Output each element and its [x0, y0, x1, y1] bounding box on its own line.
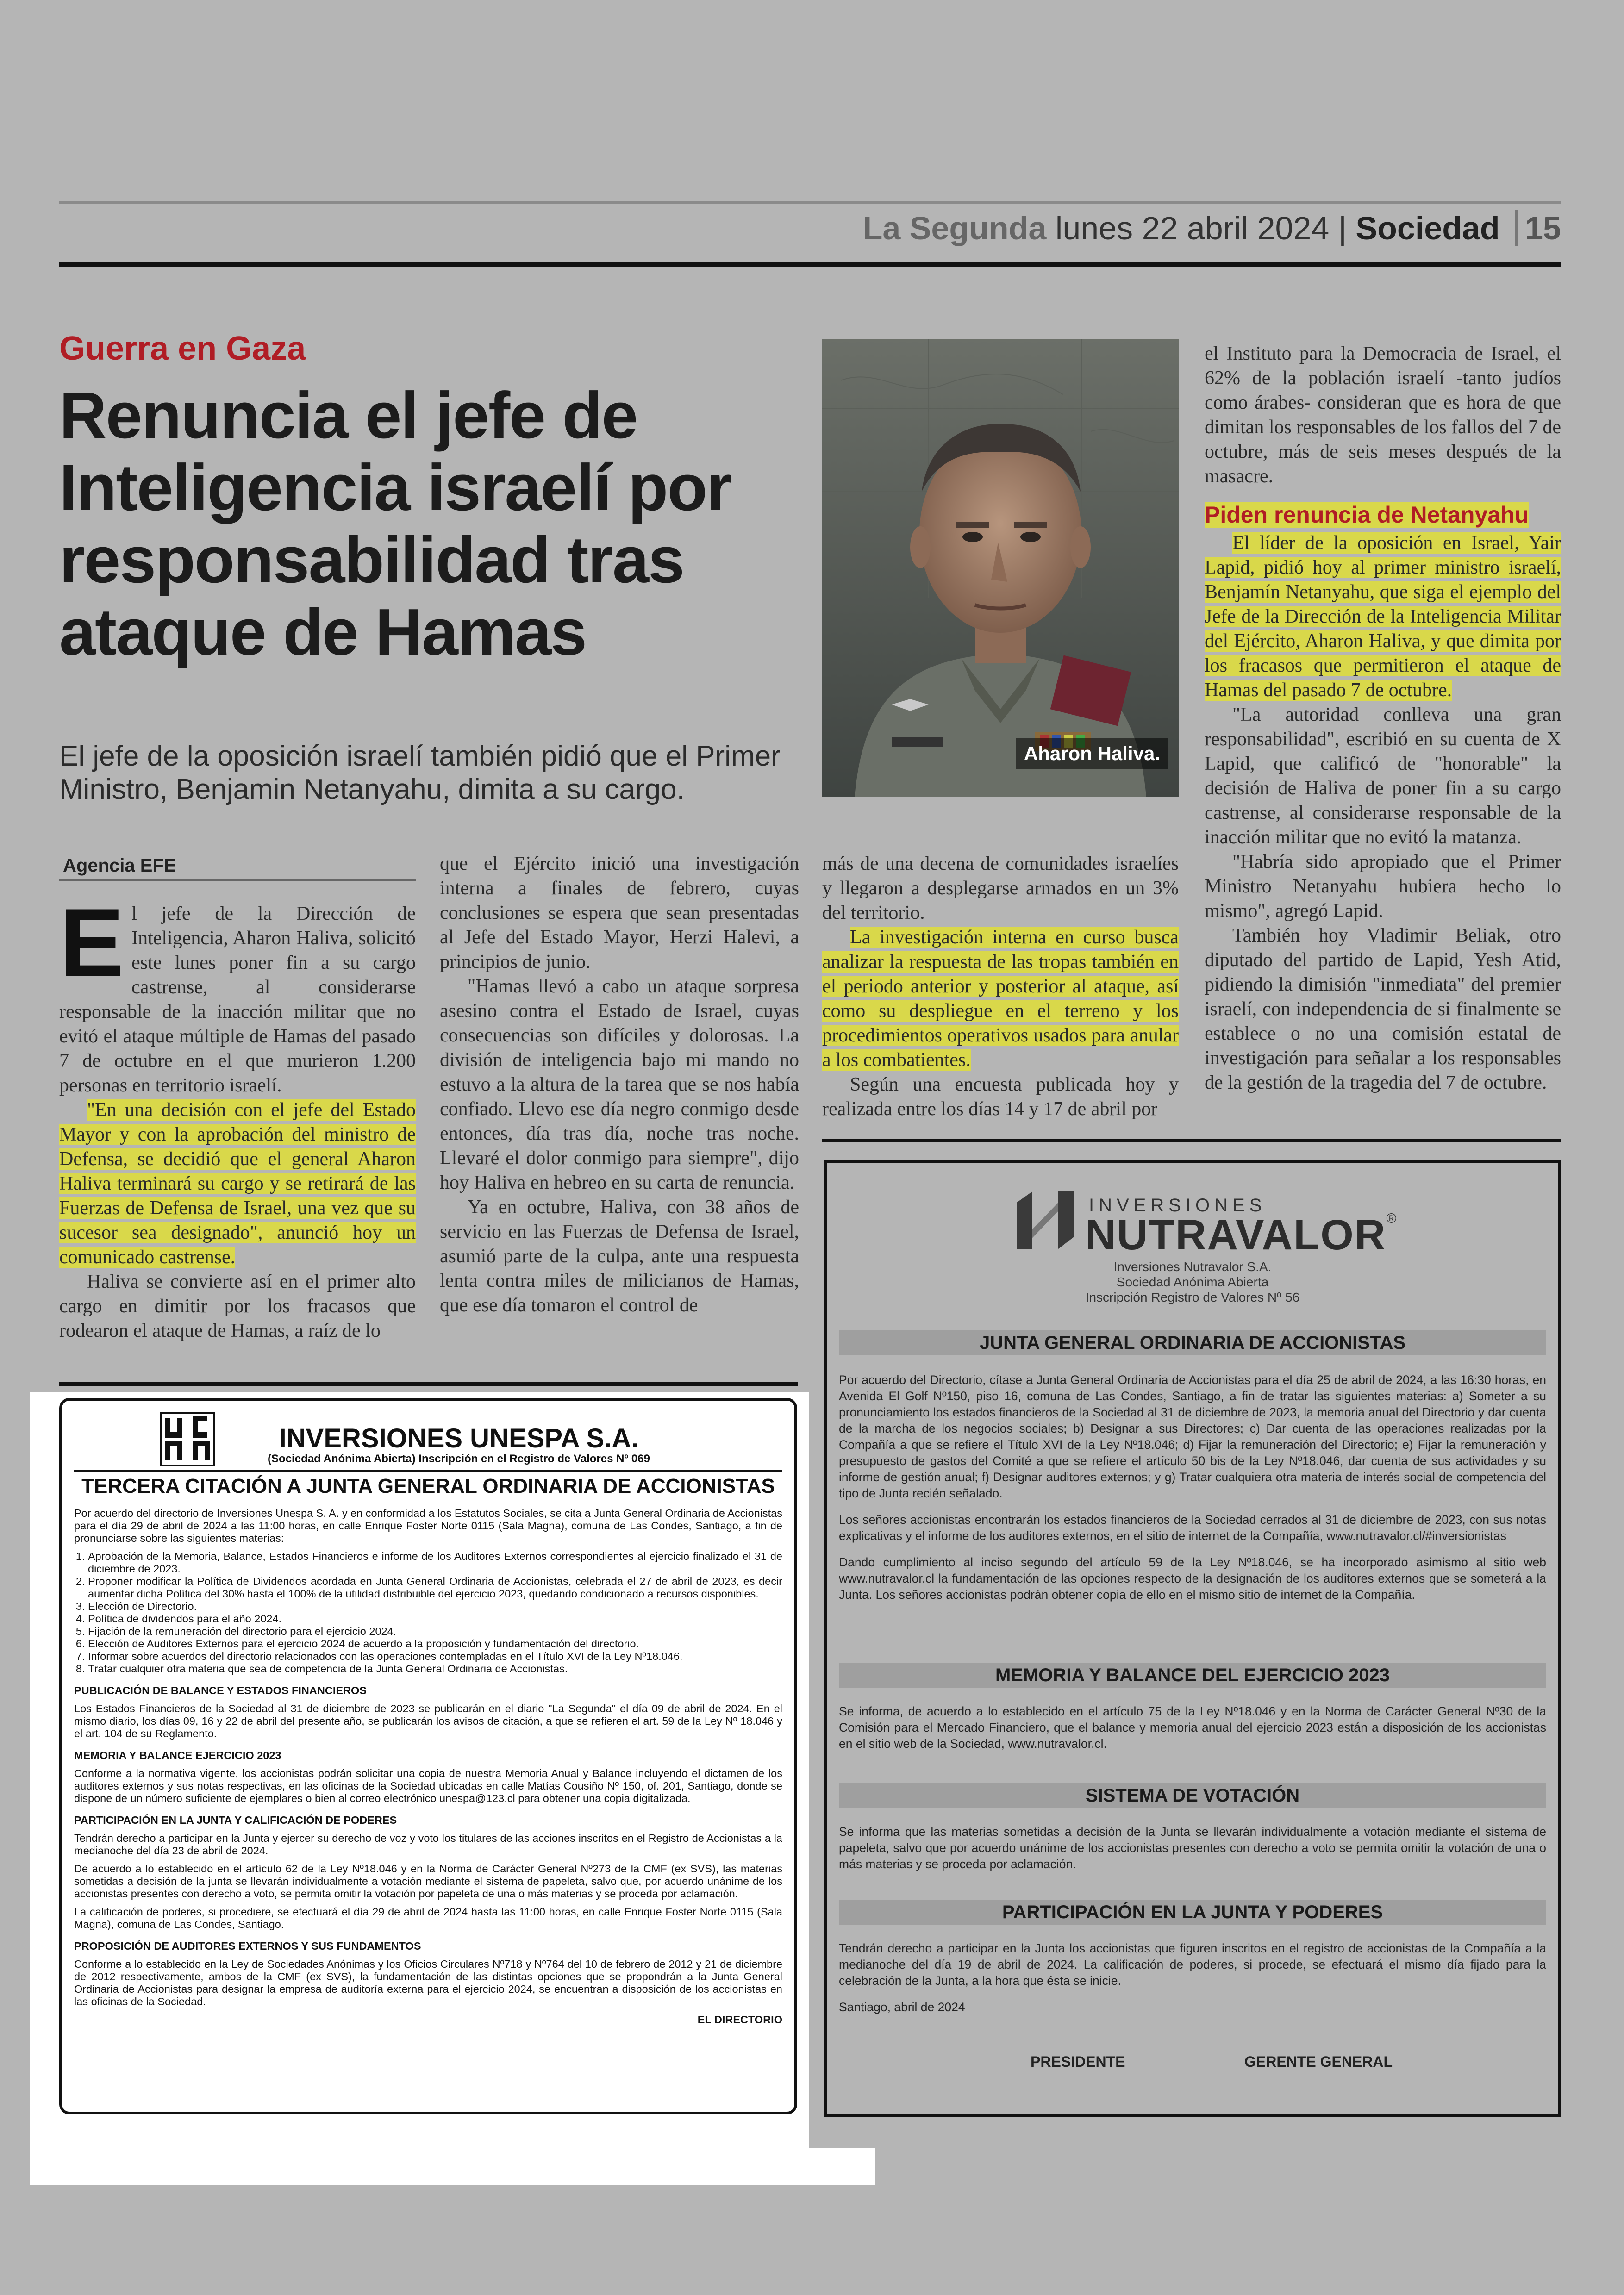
article-paragraph: "Habría sido apropiado que el Primer Ministro Netanyahu hubiera hecho lo mismo", agregó Lapid. [1205, 851, 1561, 922]
article-paragraph [822, 925, 1179, 1073]
article-column-1 [59, 888, 416, 1343]
article-paragraph: "Hamas llevó a cabo un ataque sorpresa asesino contra el Estado de Israel, cuyas consecuencias son difíciles y dolorosas. La división de inteligencia bajo mi mando no estuvo a la altura de la tarea que se nos había confiado. Llevo ese día negro conmigo desde entonces, día tras día, noche tras noche. Llevaré el dolor conmigo para siempre", dijo hoy Haliva en hebreo en su carta de renuncia. [440, 976, 799, 1193]
section-rule [822, 1139, 1561, 1142]
nutravalor-notice [824, 1160, 1561, 2117]
agenda-item: 2. Proponer modificar la Política de Dividendos acordada en Junta General Ordinaria de Accionistas, celebrada el 27 de abril de 2023, es decir aumentar dicha Política del 30% hasta el 100% de la utilidad distribuible del ejercicio 2023, quedando condicionado a recursos disponibles. [88, 1575, 782, 1600]
header-rule [59, 262, 1561, 267]
article-paragraph: Según una encuesta publicada hoy y realizada entre los días 14 y 17 de abril por [822, 1074, 1179, 1120]
company-registration: Inscripción Registro de Valores Nº 56 [1085, 1290, 1300, 1304]
notice-subheading: PUBLICACIÓN DE BALANCE Y ESTADOS FINANCIEROS [74, 1684, 367, 1696]
byline: Agencia EFE [63, 855, 176, 876]
page-number: 15 [1515, 210, 1561, 246]
notice-subheading: MEMORIA Y BALANCE EJERCICIO 2023 [74, 1749, 281, 1761]
paragraph-text: l jefe de la Dirección de Inteligencia, Aharon Haliva, solicitó este lunes poner fin a su cargo castrense, al considerarse responsable de la inacción militar que no evitó el ataque múltiple de Hamas del pasado 7 de octubre en el que murieron 1.200 personas en territorio israelí. [59, 903, 416, 1096]
notice-paragraph: Se informa, de acuerdo a lo establecido en el artículo 75 de la Ley Nº18.046 y en la Norma de Carácter General Nº30 de la Comisión para el Mercado Financiero, que el balance y memoria anual del ejercicio 2023 están a disposición de los accionistas en el sitio web de la Sociedad, www.nutravalor.cl. [839, 1704, 1546, 1751]
portrait-illustration [822, 339, 1179, 797]
article-paragraph [59, 888, 416, 1098]
article-subhead [1205, 503, 1561, 527]
notice-text [839, 1824, 1546, 1883]
newspaper-name: La Segunda [862, 210, 1047, 246]
notice-paragraph: Por acuerdo del Directorio, cítase a Junta General Ordinaria de Accionistas para el día 25 de abril de 2024, a las 16:30 horas, en Avenida El Golf Nº150, piso 16, comuna de Las Condes, Santiago, a fin de tratar las siguientes materias: a) Someter a su pronunciamiento los estados financieros de la Sociedad al 31 de diciembre de 2023, la memoria anual del Directorio y dar cuenta de la marcha de los negocios sociales; b) Designar a sus Directores; c) Dar cuenta de las operaciones realizadas por la Compañía a que se refiere el Título XVI de la Ley Nº18.046; d) Fijar la remuneración del Directorio; e) Fijar la remuneración y presupuesto de gastos del Comité a que se refiere el artículo 50 bis de la Ley Nº18.046, dar cuenta de sus actividades y su informe de gestión anual; f) Designar auditores externos; y g) Tratar cualquiera otra materia de interés social de competencia del tipo de Junta recién señalado. [839, 1373, 1546, 1500]
place-date: Santiago, abril de 2024 [839, 2000, 965, 2014]
section-bar: JUNTA GENERAL ORDINARIA DE ACCIONISTAS [839, 1330, 1546, 1355]
notice-subheading: PROPOSICIÓN DE AUDITORES EXTERNOS Y SUS FUNDAMENTOS [74, 1940, 421, 1952]
logo-wordmark [1085, 1211, 1397, 1260]
notice-paragraph: De acuerdo a lo establecido en el artículo 62 de la Ley Nº18.046 y en la Norma de Carácter General Nº273 de la CMF (ex SVS), las materias sometidas a decisión de la junta se llevarán individualmente a votación mediante el sistema de papeleta, salvo que, por acuerdo unánime de los accionistas presentes con derecho a voto, se permita omitir la votación por papeleta de una o más materias y se proceda por aclamación. [74, 1863, 782, 1900]
notice-paragraph: Conforme a lo establecido en la Ley de Sociedades Anónimas y los Oficios Circulares Nº718 y Nº764 del 10 de febrero de 2012 y 21 de diciembre de 2012 respectivamente, ambos de la CMF (ex SVS), la fundamentación de las distintas opciones que se propondrán a la Junta General Ordinaria de Accionistas para designar la empresa de auditoría externa para el ejercicio 2024, se encuentran a disposición de los accionistas en las oficinas de la Sociedad. [74, 1958, 782, 2008]
unespa-notice [59, 1398, 797, 2114]
agenda-item: 7. Informar sobre acuerdos del directorio relacionados con las operaciones contempladas en el Título XVI de la Ley Nº18.046. [88, 1650, 782, 1663]
article-paragraph [1205, 531, 1561, 703]
article-column-4 [1205, 342, 1561, 1095]
agenda-item: 3. Elección de Directorio. [88, 1600, 782, 1613]
article-column-2 [440, 852, 799, 1318]
article-paragraph [59, 1098, 416, 1270]
notice-text [839, 1703, 1546, 1762]
wordmark-text: NUTRAVALOR [1085, 1211, 1387, 1259]
logo-tagline: INVERSIONES [1089, 1195, 1267, 1216]
section-bar: PARTICIPACIÓN EN LA JUNTA Y PODERES [839, 1900, 1546, 1925]
notice-paragraph: Se informa que las materias sometidas a decisión de la Junta se llevarán individualmente a votación mediante el sistema de papeleta, salvo que por acuerdo unánime de los accionistas presentes con derecho a voto se permita omitir la votación de una o más materias y se proceda por aclamación. [839, 1825, 1546, 1871]
byline-rule [59, 879, 416, 881]
drop-cap: E [59, 888, 125, 997]
page-header [59, 207, 1561, 258]
agenda-item: 5. Fijación de la remuneración del directorio para el ejercicio 2024. [88, 1625, 782, 1638]
notice-paragraph: Tendrán derecho a participar en la Junta los accionistas que figuren inscritos en el registro de accionistas de la Compañía a la medianoche del día 19 de abril de 2024. La calificación de poderes, si procede, se efectuará el mismo día fijado para la celebración de la Junta, a la hora que ésta se inicie. [839, 1941, 1546, 1988]
agenda-item: 4. Política de dividendos para el año 2024. [88, 1613, 782, 1625]
photo-caption: Aharon Haliva. [1016, 738, 1168, 769]
portrait-photo [822, 339, 1179, 797]
article-paragraph: "La autoridad conlleva una gran responsabilidad", escribió en su cuenta de X Lapid, que calificó de "honorable" la decisión de Haliva de poner fin a su cargo castrense, al considerarse responsable de la inacción militar que no evitó la matanza. [1205, 704, 1561, 848]
notice-rule [74, 1470, 782, 1472]
notice-text [839, 1940, 1546, 2026]
company-info [827, 1259, 1558, 1305]
article-paragraph: También hoy Vladimir Beliak, otro diputado del partido de Lapid, Yesh Atid, pidiendo la dimisión "inmediata" del premier israelí, con independencia de si finalmente se establece o no una comisión estatal de investigación para señalar a los responsables de la gestión de la tragedia del 7 de octubre. [1205, 925, 1561, 1093]
highlighted-paragraph: La investigación interna en curso busca analizar la respuesta de las tropas también en el periodo anterior y posterior al ataque, así como su despliegue en el terreno y los procedimientos operativos usados para anular a los combatientes. [822, 927, 1179, 1071]
agenda-item: 1. Aprobación de la Memoria, Balance, Estados Financieros e informe de los Auditores Externos correspondientes al ejercicio finalizado el 31 de diciembre de 2023. [88, 1550, 782, 1575]
highlighted-quote: "En una decisión con el jefe del Estado Mayor y con la aprobación del ministro de Defensa, se decidió que el general Aharon Haliva terminará su cargo y se retirará de las Fuerzas de Defensa de Israel, una vez que su sucesor sea designado", anunció hoy un comunicado castrense. [59, 1099, 416, 1268]
agenda-item: 8. Tratar cualquier otra materia que sea de competencia de la Junta General Ordinaria de Accionistas. [88, 1663, 782, 1675]
registered-mark: ® [1386, 1211, 1398, 1226]
signature-presidente: PRESIDENTE [1031, 2053, 1125, 2070]
notice-paragraph: La calificación de poderes, si procediere, se efectuará el día 29 de abril de 2024 hasta las 11:00 horas, en calle Enrique Foster Norte 0115 (Sala Magna), comuna de Las Condes, Santiago. [74, 1906, 782, 1930]
notice-intro: Por acuerdo del directorio de Inversiones Unespa S. A. y en conformidad a los Estatutos Sociales, se cita a Junta General Ordinaria de Accionistas para el día 29 de abril de 2024 a las 11:00 horas, en calle Enrique Foster Norte 0115 (Sala Magna), comuna de Las Condes, Santiago, a fin de pronunciarse sobre las siguientes materias: [74, 1507, 782, 1544]
article-paragraph: Haliva se convierte así en el primer alto cargo en dimitir por los fracasos que rodearon el ataque de Hamas, a raíz de lo [59, 1271, 416, 1341]
notice-paragraph: Dando cumplimiento al inciso segundo del artículo 59 de la Ley Nº18.046, se ha incorporado asimismo al sitio web www.nutravalor.cl la fundamentación de las opciones respecto de la designación de los auditores externos que se someterá a la Junta. Los señores accionistas podrán obtener copia de ello en el mismo sitio de internet de la Compañía. [839, 1555, 1546, 1602]
notice-signature: EL DIRECTORIO [697, 2014, 782, 2026]
ad-background-tab [809, 2148, 875, 2185]
notice-subheading: PARTICIPACIÓN EN LA JUNTA Y CALIFICACIÓN DE PODERES [74, 1814, 397, 1826]
company-registration: (Sociedad Anónima Abierta) Inscripción en el Registro de Valores Nº 069 [268, 1453, 650, 1465]
agenda-item: 6. Elección de Auditores Externos para el ejercicio 2024 de acuerdo a la proposición y fundamentación del directorio. [88, 1638, 782, 1650]
top-rule [59, 201, 1561, 204]
subhead-text: Piden renuncia de Netanyahu [1205, 502, 1529, 528]
notice-body [74, 1507, 782, 2026]
article-paragraph: más de una decena de comunidades israelíes y llegaron a desplegarse armados en un 3% del territorio. [822, 853, 1179, 923]
notice-paragraph: Tendrán derecho a participar en la Junta y ejercer su derecho de voz y voto los titulares de las acciones inscritos en el Registro de Accionistas a la medianoche del día 23 de abril de 2024. [74, 1832, 782, 1857]
section-bar: MEMORIA Y BALANCE DEL EJERCICIO 2023 [839, 1663, 1546, 1688]
agenda-list [74, 1550, 782, 1675]
notice-paragraph: Los señores accionistas encontrarán los estados financieros de la Sociedad cerrados al 31 de diciembre de 2023, con sus notas explicativas y el informe de los auditores externos, en el sitio de internet de la Compañía, www.nutravalor.cl/#inversionistas [839, 1513, 1546, 1543]
section-name: Sociedad [1355, 210, 1500, 246]
company-name: Inversiones Nutravalor S.A. [1113, 1260, 1272, 1274]
section-rule [59, 1382, 798, 1386]
article-headline: Renuncia el jefe de Inteligencia israelí por responsabilidad tras ataque de Hamas [59, 379, 731, 669]
header-separator: | [1338, 210, 1347, 246]
highlighted-paragraph: El líder de la oposición en Israel, Yair Lapid, pidió hoy al primer ministro israelí, Benjamín Netanyahu, que siga el ejemplo del Jefe de la Dirección de la Inteligencia Militar del Ejército, Aharon Haliva, y que dimita por los fracasos que permitieron el ataque de Hamas del pasado 7 de octubre. [1205, 532, 1561, 701]
article-kicker: Guerra en Gaza [59, 330, 306, 367]
notice-paragraph: Los Estados Financieros de la Sociedad al 31 de diciembre de 2023 se publicarán en el diario "La Segunda" el día 09 de abril de 2024. En el mismo diario, los días 09, 16 y 22 de abril del presente año, se publicarán los avisos de citación, a que se refieren el art. 59 de la Ley Nº 18.046 y el art. 104 de su Reglamento. [74, 1703, 782, 1740]
article-paragraph: Ya en octubre, Haliva, con 38 años de servicio en las Fuerzas de Defensa de Israel, asumió parte de la culpa, ante una respuesta lenta contra miles de milicianos de Hamas, que ese día tomaron el control de [440, 1197, 799, 1316]
article-column-3 [822, 852, 1179, 1122]
nutravalor-logo-icon [1014, 1189, 1077, 1251]
company-type: Sociedad Anónima Abierta [1116, 1275, 1269, 1289]
section-bar: SISTEMA DE VOTACIÓN [839, 1783, 1546, 1808]
issue-date: lunes 22 abril 2024 [1055, 210, 1330, 246]
notice-text [839, 1372, 1546, 1613]
article-paragraph: que el Ejército inició una investigación interna a finales de febrero, cuyas conclusiones se espera que sean presentadas al Jefe del Estado Mayor, Herzi Halevi, a principios de junio. [440, 853, 799, 973]
notice-title: TERCERA CITACIÓN A JUNTA GENERAL ORDINARIA DE ACCIONISTAS [81, 1475, 775, 1497]
article-deck: El jefe de la oposición israelí también pidió que el Primer Ministro, Benjamin Netanyahu, dimita a su cargo. [59, 740, 781, 805]
article-paragraph: el Instituto para la Democracia de Israel, el 62% de la población israelí -tanto judíos como árabes- consideran que es hora de que dimitan los responsables de los fallos del 7 de octubre, más de seis meses después de la masacre. [1205, 343, 1561, 487]
notice-paragraph: Conforme a la normativa vigente, los accionistas podrán solicitar una copia de nuestra Memoria Anual y Balance incluyendo el dictamen de los auditores externos y sus notas respectivas, en las oficinas de la Sociedad ubicadas en calle Matías Cousiño Nº 150, of. 201, Santiago, donde se dispone de un número suficiente de ejemplares o bien al correo electrónico unespa@123.cl para obtener una copia digitalizada. [74, 1767, 782, 1804]
company-name: INVERSIONES UNESPA S.A. [279, 1423, 639, 1453]
signature-gerente: GERENTE GENERAL [1244, 2053, 1393, 2070]
